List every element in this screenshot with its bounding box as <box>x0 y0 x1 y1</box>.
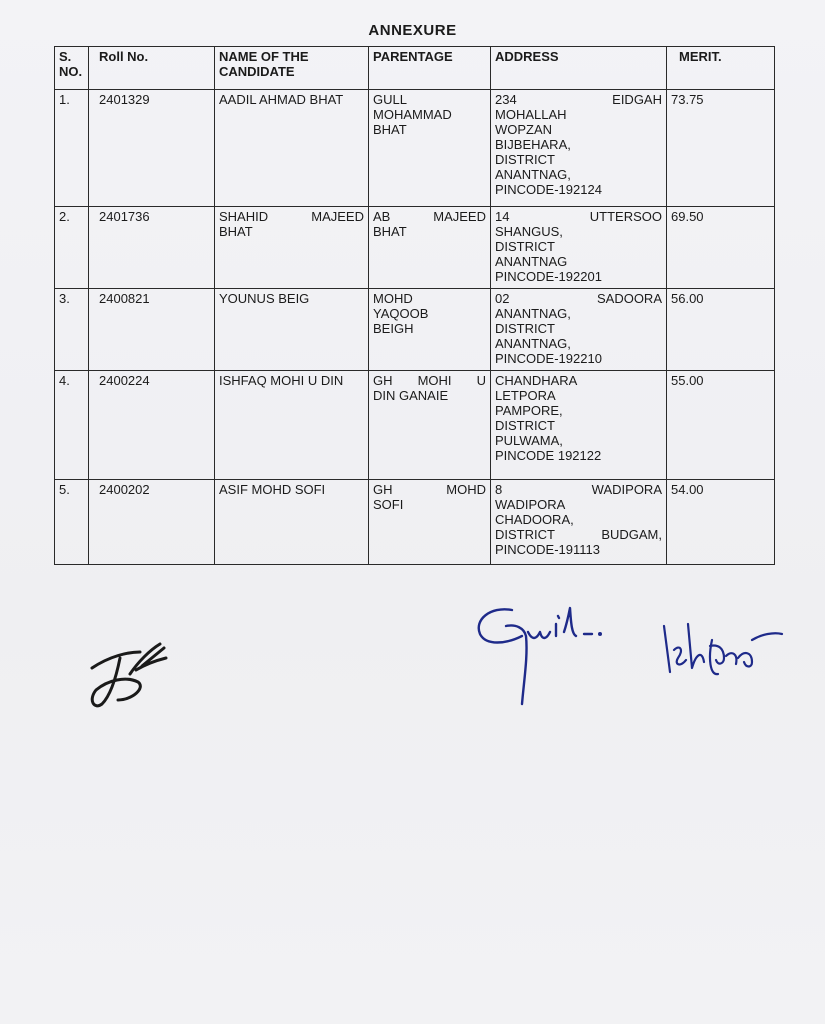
cell-name <box>215 207 369 289</box>
name-line: ASIF MOHD SOFI <box>219 482 326 497</box>
cell-merit: 69.50 <box>667 207 775 289</box>
cell-roll: 2400202 <box>89 480 215 565</box>
address-line: PINCODE-192124 <box>495 182 602 197</box>
parentage-line: GULL <box>373 92 407 107</box>
address-line: 02 SADOORA <box>495 291 662 306</box>
parentage-line: MOHD <box>373 291 413 306</box>
parentage-line: DIN GANAIE <box>373 388 449 403</box>
cell-address <box>491 371 667 480</box>
table-row <box>55 207 775 289</box>
cell-roll: 2401329 <box>89 90 215 207</box>
address-line: DISTRICT BUDGAM, <box>495 527 662 542</box>
address-line: ANANTNAG, <box>495 336 571 351</box>
candidate-table <box>54 46 775 565</box>
col-merit-header: MERIT. <box>667 47 775 90</box>
table-row <box>55 289 775 371</box>
cell-name <box>215 371 369 480</box>
cell-sno: 2. <box>55 207 89 289</box>
cell-sno: 3. <box>55 289 89 371</box>
cell-sno: 5. <box>55 480 89 565</box>
cell-roll: 2401736 <box>89 207 215 289</box>
cell-address <box>491 289 667 371</box>
name-line: BHAT <box>219 224 253 239</box>
address-line: PINCODE-192210 <box>495 351 602 366</box>
signature-left <box>80 630 180 720</box>
parentage-line: BEIGH <box>373 321 414 336</box>
address-line: DISTRICT <box>495 321 555 336</box>
parentage-line: GH MOHD <box>373 482 486 497</box>
cell-merit: 55.00 <box>667 371 775 480</box>
name-line: SHAHID MAJEED <box>219 209 364 224</box>
cell-name <box>215 480 369 565</box>
cell-roll: 2400224 <box>89 371 215 480</box>
cell-parentage <box>369 207 491 289</box>
parentage-line: BHAT <box>373 122 407 137</box>
cell-merit: 73.75 <box>667 90 775 207</box>
parentage-line: AB MAJEED <box>373 209 486 224</box>
address-line: LETPORA <box>495 388 556 403</box>
table-row <box>55 480 775 565</box>
parentage-line: GH MOHI U <box>373 373 486 388</box>
address-line: PULWAMA, <box>495 433 563 448</box>
col-roll-header: Roll No. <box>89 47 215 90</box>
cell-merit: 56.00 <box>667 289 775 371</box>
address-line: ANANTNAG <box>495 254 568 269</box>
address-line: WOPZAN <box>495 122 553 137</box>
address-line: BIJBEHARA, <box>495 137 571 152</box>
address-line: 234 EIDGAH <box>495 92 662 107</box>
cell-address <box>491 480 667 565</box>
name-line: YOUNUS BEIG <box>219 291 310 306</box>
address-line: DISTRICT <box>495 418 555 433</box>
cell-address <box>491 207 667 289</box>
address-line: PAMPORE, <box>495 403 563 418</box>
page-title: ANNEXURE <box>368 22 457 39</box>
address-line: SHANGUS, <box>495 224 563 239</box>
address-line: 8 WADIPORA <box>495 482 662 497</box>
table-header-row <box>55 47 775 90</box>
table-row <box>55 90 775 207</box>
table-row <box>55 371 775 480</box>
cell-merit: 54.00 <box>667 480 775 565</box>
signature-middle <box>472 596 642 716</box>
cell-parentage <box>369 371 491 480</box>
col-address-header: ADDRESS <box>491 47 667 90</box>
cell-name <box>215 289 369 371</box>
cell-parentage <box>369 480 491 565</box>
address-line: PINCODE-191113 <box>495 542 601 557</box>
cell-address <box>491 90 667 207</box>
col-name-header: NAME OF THE CANDIDATE <box>215 47 369 90</box>
cell-sno: 1. <box>55 90 89 207</box>
address-line: PINCODE 192122 <box>495 448 602 463</box>
name-line: AADIL AHMAD BHAT <box>219 92 344 107</box>
address-line: WADIPORA <box>495 497 566 512</box>
address-line: 14 UTTERSOO <box>495 209 662 224</box>
address-line: CHADOORA, <box>495 512 574 527</box>
cell-parentage <box>369 289 491 371</box>
parentage-line: MOHAMMAD <box>373 107 452 122</box>
address-line: ANANTNAG, <box>495 167 571 182</box>
address-line: PINCODE-192201 <box>495 269 602 284</box>
parentage-line: YAQOOB <box>373 306 429 321</box>
cell-parentage <box>369 90 491 207</box>
parentage-line: SOFI <box>373 497 404 512</box>
address-line: DISTRICT <box>495 152 555 167</box>
col-sno-header: S. NO. <box>55 47 89 90</box>
address-line: ANANTNAG, <box>495 306 571 321</box>
cell-sno: 4. <box>55 371 89 480</box>
cell-roll: 2400821 <box>89 289 215 371</box>
address-line: MOHALLAH <box>495 107 567 122</box>
address-line: DISTRICT <box>495 239 555 254</box>
cell-name <box>215 90 369 207</box>
signature-right <box>652 610 792 685</box>
name-line: ISHFAQ MOHI U DIN <box>219 373 344 388</box>
parentage-line: BHAT <box>373 224 407 239</box>
col-parentage-header: PARENTAGE <box>369 47 491 90</box>
address-line: CHANDHARA <box>495 373 578 388</box>
